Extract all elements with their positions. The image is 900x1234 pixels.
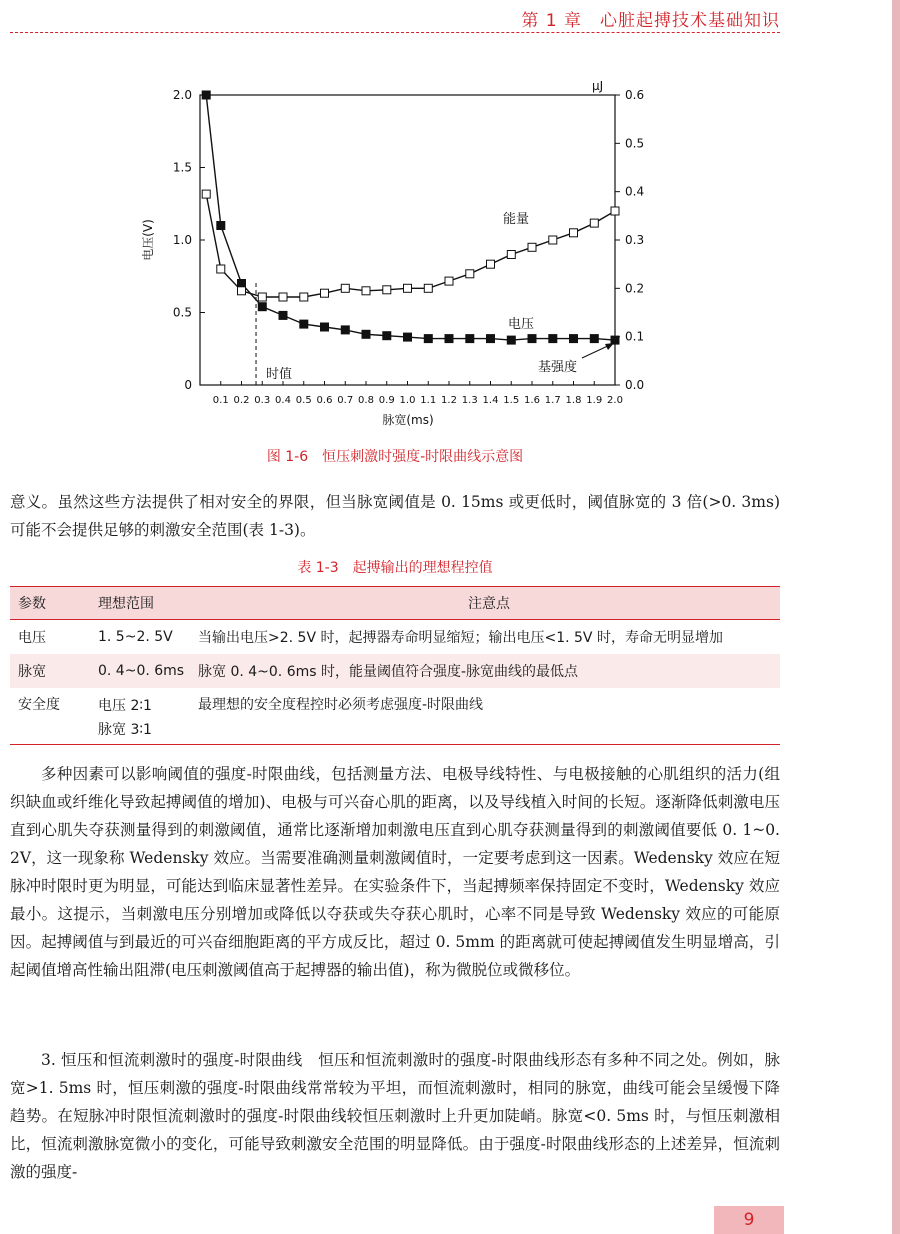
x-tick-label: 0.8 xyxy=(358,395,374,406)
x-tick-label: 1.3 xyxy=(461,395,478,406)
cell-range xyxy=(90,688,190,745)
annotation-energy: 能量 xyxy=(503,212,530,227)
voltage-point xyxy=(321,323,329,331)
rheobase-arrowhead xyxy=(605,343,614,350)
x-tick-label: 0.2 xyxy=(233,395,250,406)
x-tick-label: 0.5 xyxy=(295,395,312,406)
table-row xyxy=(10,620,780,655)
page-number: 9 xyxy=(714,1206,784,1234)
y2-tick-label: 0.1 xyxy=(625,329,645,344)
page-edge-tab xyxy=(892,0,900,1234)
y2-axis-ticks xyxy=(615,88,644,392)
energy-point xyxy=(570,229,578,237)
voltage-point xyxy=(445,335,453,343)
y2-tick-label: 0.6 xyxy=(625,88,645,102)
y2-tick-label: 0.3 xyxy=(625,233,645,247)
energy-point xyxy=(279,293,287,301)
x-tick-label: 0.7 xyxy=(337,395,354,406)
x-tick-label: 1.9 xyxy=(586,395,603,406)
y-tick-label: 0 xyxy=(184,378,192,392)
voltage-point xyxy=(611,336,619,344)
voltage-point xyxy=(279,311,287,319)
cell-param: 脉宽 xyxy=(18,664,46,680)
voltage-point xyxy=(300,320,308,328)
y-tick-label: 1.0 xyxy=(172,233,192,247)
cell-range: 0. 4~0. 6ms xyxy=(98,663,185,679)
y2-tick-label: 0.5 xyxy=(625,136,645,151)
energy-point xyxy=(341,284,349,292)
programming-table xyxy=(10,586,780,745)
cell-range-line: 脉宽 3∶1 xyxy=(98,722,152,738)
header-rule xyxy=(10,32,780,33)
voltage-point xyxy=(258,303,266,311)
cell-range-line: 电压 2∶1 xyxy=(98,698,152,714)
col-header-param: 参数 xyxy=(10,587,90,620)
table-caption: 表 1-3 起搏输出的理想程控值 xyxy=(297,560,493,576)
energy-point xyxy=(507,251,515,259)
paragraph-1: 意义。虽然这些方法提供了相对安全的界限，但当脉宽阈值是 0. 15ms 或更低时，阈值脉宽的 3 倍(>0. 3ms) 可能不会提供足够的刺激安全范围(表 1-3)。 xyxy=(10,493,780,539)
voltage-point xyxy=(570,335,578,343)
table-header-row xyxy=(10,587,780,620)
table-row xyxy=(10,688,780,745)
paragraph-2: 多种因素可以影响阈值的强度-时限曲线，包括测量方法、电极导线特性、与电极接触的心肌组织的活力(组织缺血或纤维化导致起搏阈值的增加)、电极与可兴奋心肌的距离，以及导线植入时间的长短。逐渐降低刺激电压直到心肌失夺获测量得到的刺激阈值，通常比逐渐增加刺激电压直到心肌夺获测量得到的刺激阈值要低 0. 1~0. 2V，这一现象称 Wedensky 效应。当需要准确测量刺激阈值时，一定要考虑到这一因素。Wedensky 效应在短脉冲时限时更为明显，可能达到临床显著性差异。在实验条件下，当起搏频率保持固定不变时，Wedensky 效应最小。这提示，当刺激电压分别增加或降低以夺获或失夺获心肌时，心率不同是导致 Wedensky 效应的可能原因。起搏阈值与到最近的可兴奋细胞距离的平方成反比，超过 0. 5mm 的距离就可使起搏阈值发生明显增高，引起阈值增高性输出阻滞(电压刺激阈值高于起搏器的输出值)，称为微脱位或微移位。 xyxy=(10,765,780,979)
y2-axis-label: μJ xyxy=(592,79,604,93)
x-tick-label: 0.6 xyxy=(316,395,333,406)
x-tick-label: 1.1 xyxy=(420,395,437,406)
energy-point xyxy=(590,219,598,227)
energy-point xyxy=(383,286,391,294)
x-tick-label: 1.2 xyxy=(441,395,457,406)
x-tick-label: 1.8 xyxy=(565,395,582,406)
figure-caption: 图 1-6 恒压刺激时强度-时限曲线示意图 xyxy=(266,449,524,465)
energy-point xyxy=(466,270,474,278)
cell-note: 当输出电压>2. 5V 时，起搏器寿命明显缩短；输出电压<1. 5V 时，寿命无明显增加 xyxy=(198,630,723,646)
energy-point xyxy=(300,293,308,301)
paragraph-3: 3. 恒压和恒流刺激时的强度-时限曲线 恒压和恒流刺激时的强度-时限曲线形态有多种不同之处。例如，脉宽>1. 5ms 时，恒压刺激的强度-时限曲线常常较为平坦，而恒流刺激时，相同的脉宽，曲线可能会呈缓慢下降趋势。在短脉冲时限恒流刺激时的强度-时限曲线较恒压刺激时上升更加陡峭。脉宽<0. 5ms 时，与恒压刺激相比，恒流刺激脉宽微小的变化，可能导致刺激安全范围的明显降低。由于强度-时限曲线形态的上述差异，恒流刺激的强度- xyxy=(10,1051,780,1181)
x-tick-label: 0.4 xyxy=(275,395,291,406)
voltage-point xyxy=(202,91,210,99)
annotation-rheobase: 基强度 xyxy=(538,360,578,375)
energy-point xyxy=(202,190,210,198)
annotation-chronaxie: 时值 xyxy=(266,367,293,382)
energy-point xyxy=(445,277,453,285)
cell-param: 电压 xyxy=(18,630,46,646)
x-tick-label: 1.5 xyxy=(503,395,520,406)
voltage-point xyxy=(487,335,495,343)
y-tick-label: 1.5 xyxy=(172,160,192,175)
energy-point xyxy=(487,260,495,268)
energy-point xyxy=(217,265,225,273)
col-header-range: 理想范围 xyxy=(90,587,190,620)
x-tick-label: 1.6 xyxy=(524,395,540,406)
annotation-voltage: 电压 xyxy=(508,317,535,332)
energy-point xyxy=(321,289,329,297)
cell-param: 安全度 xyxy=(10,688,90,745)
voltage-point xyxy=(549,335,557,343)
series-line-voltage xyxy=(206,95,615,340)
col-header-note: 注意点 xyxy=(190,587,780,620)
x-tick-label: 1.4 xyxy=(482,395,499,406)
voltage-point xyxy=(383,332,391,340)
y-tick-label: 2.0 xyxy=(172,88,192,102)
cell-range: 1. 5~2. 5V xyxy=(98,629,173,645)
strength-duration-chart xyxy=(0,70,790,440)
energy-point xyxy=(611,207,619,215)
energy-point xyxy=(404,284,412,292)
energy-point xyxy=(528,243,536,251)
y2-tick-label: 0.0 xyxy=(625,378,645,392)
y2-tick-label: 0.4 xyxy=(625,184,645,199)
voltage-point xyxy=(507,336,515,344)
series-line-energy xyxy=(206,194,615,297)
series-layer xyxy=(202,91,619,344)
voltage-point xyxy=(238,280,246,288)
cell-note: 最理想的安全度程控时必须考虑强度-时限曲线 xyxy=(190,688,780,745)
voltage-point xyxy=(424,335,432,343)
voltage-point xyxy=(590,335,598,343)
x-axis-label: 脉宽(ms) xyxy=(382,413,434,427)
energy-point xyxy=(362,287,370,295)
voltage-point xyxy=(466,335,474,343)
x-tick-label: 0.3 xyxy=(254,395,271,406)
x-tick-label: 1.7 xyxy=(544,395,561,406)
cell-note: 脉宽 0. 4~0. 6ms 时，能量阈值符合强度-脉宽曲线的最低点 xyxy=(198,664,579,680)
y-axis-label: 电压(V) xyxy=(141,219,155,261)
running-head: 第 1 章 心脏起搏技术基础知识 xyxy=(521,11,780,31)
table-row xyxy=(10,654,780,688)
energy-point xyxy=(238,287,246,295)
voltage-point xyxy=(528,335,536,343)
energy-point xyxy=(549,236,557,244)
x-tick-label: 0.9 xyxy=(378,395,395,406)
voltage-point xyxy=(341,326,349,334)
x-tick-label: 1.0 xyxy=(399,395,416,406)
voltage-point xyxy=(404,333,412,341)
x-tick-label: 2.0 xyxy=(607,395,623,406)
energy-point xyxy=(424,284,432,292)
voltage-point xyxy=(362,330,370,338)
y-tick-label: 0.5 xyxy=(172,305,192,320)
x-tick-label: 0.1 xyxy=(212,395,229,406)
y2-tick-label: 0.2 xyxy=(625,281,645,296)
energy-point xyxy=(258,293,266,301)
voltage-point xyxy=(217,222,225,230)
